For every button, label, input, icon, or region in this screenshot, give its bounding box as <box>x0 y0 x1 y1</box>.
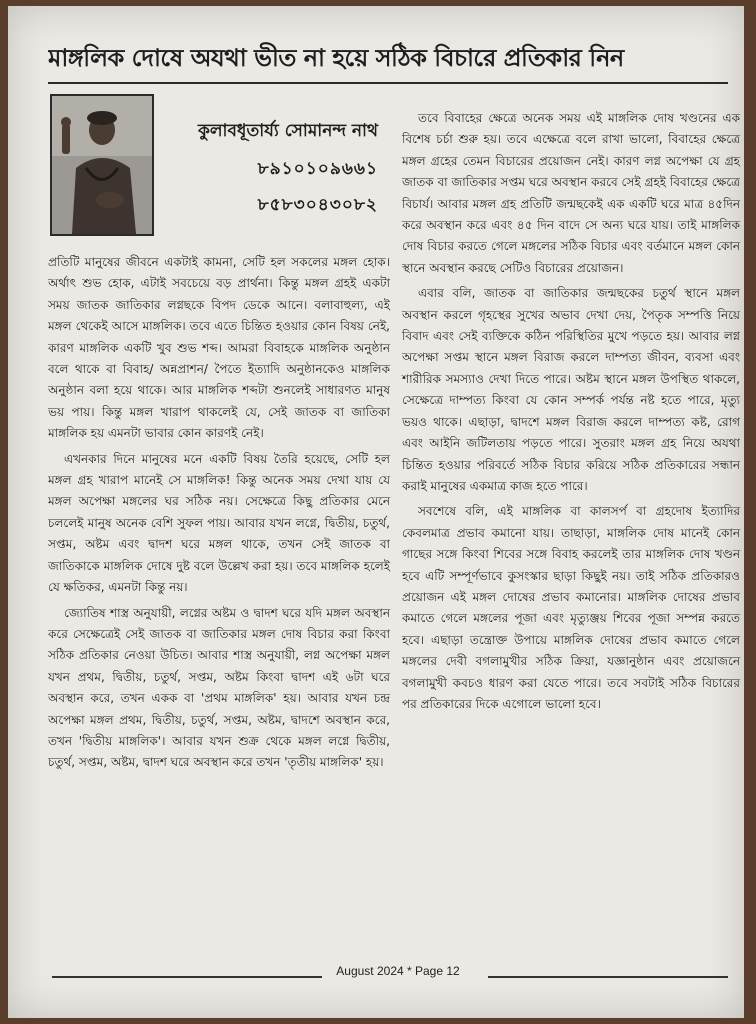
footer-rule-left <box>52 976 322 978</box>
paragraph: প্রতিটি মানুষের জীবনে একটাই কামনা, সেটি হল সকলের মঙ্গল হোক। অর্থাৎ শুভ হোক, এটাই সবচেয়ে বড় প্রার্থনা। কিন্তু মঙ্গল গ্রহই একটা সময় জাতক জাতিকার লগ্নছকে বিপদ ডেকে আনে। বলাবাহুল্য, এই মঙ্গল থেকেই আসে মাঙ্গলিক। তবে এতে চিন্তিত হওয়ার কোন বিষয় নেই, কারণ মাঙ্গলিক একটি খুব শুভ শব্দ। আমরা বিবাহকে মাঙ্গলিক অনুষ্ঠান বলে থাকে বা বিবাহ/ অন্নপ্রাশন/ পৈতে ইত্যাদি অনুষ্ঠানকেও মাঙ্গলিক অনুষ্ঠান বলা হয়ে থাকে। আর মাঙ্গলিক শব্দটা শুনলেই সাধারণত মানুষ ভয় পায়। কিন্তু মঙ্গল খারাপ থাকলেই যে, সেই জাতক বা জাতিকা মাঙ্গলিক হয় এমনটা ভাবার কোন কারণই নেই। <box>48 255 390 441</box>
author-phone-2: ৮৫৮৩০৪৩০৮২ <box>257 195 378 215</box>
footer-rule-right <box>488 976 728 978</box>
author-photo <box>50 94 154 236</box>
magazine-page <box>8 6 744 1018</box>
paragraph: জ্যোতিষ শাস্ত্র অনুযায়ী, লগ্নের অষ্টম ও দ্বাদশ ঘরে যদি মঙ্গল অবস্থান করে সেক্ষেত্রেই সেই জাতক বা জাতিকার মঙ্গল দোষ বিচার করা কিংবা সঠিক প্রতিকার নেওয়া উচিত। আবার শাস্ত্র অনুযায়ী, লগ্ন অপেক্ষা মঙ্গল যখন প্রথম, দ্বিতীয়, চতুর্থ, সপ্তম, অষ্টম কিংবা দ্বাদশ এই ৬টা ঘরে অবস্থান করে, তখন একক বা 'প্রথম মাঙ্গলিক' হয়। আবার যখন চন্দ্র অপেক্ষা মঙ্গল প্রথম, দ্বিতীয়, চতুর্থ, সপ্তম, অষ্টম, দ্বাদশে অবস্থান করে, তখন 'দ্বিতীয় মাঙ্গলিক'। আবার যখন শুক্র থেকে মঙ্গল লগ্নে দ্বিতীয়, চতুর্থ, সপ্তম, অষ্টম, দ্বাদশ ঘরে অবস্থান করে তখন 'তৃতীয় মাঙ্গলিক' হয়। <box>48 605 390 770</box>
page-footer: August 2024 * Page 12 <box>336 964 460 978</box>
author-block <box>168 118 378 228</box>
author-portrait-image <box>52 96 152 234</box>
paragraph: তবে বিবাহের ক্ষেত্রে অনেক সময় এই মাঙ্গলিক দোষ খণ্ডনের এক বিশেষ চর্চা শুরু হয়। তবে এক্ষেত্রে বলে রাখা ভালো, বিবাহের ক্ষেত্রে মঙ্গল গ্রহের তেমন বিচারের প্রয়োজন নেই। কারণ লগ্ন অপেক্ষা যে গ্রহ জাতক বা জাতিকার সপ্তম ঘরে অবস্থান করবে সেই গ্রহই বিবাহের ক্ষেত্রে বিচার্য। আবার মঙ্গল গ্রহ প্রতিটি জন্মছকেই এক একটি ঘরে মাত্র ৪৫দিন করে অবস্থান করে এবং ৪৫ দিন বাদে সে অন্য ঘরে যায়। তাই মাঙ্গলিক দোষ বিচার করতে গেলে মঙ্গলের সঠিক বিচার এবং বর্তমানে মঙ্গল কোন স্থানে অবস্থান করছে সেটিও বিচারের প্রয়োজন। <box>402 111 740 275</box>
author-name: কুলাবধূতার্য্য সোমানন্দ নাথ <box>197 121 378 141</box>
left-column <box>48 252 390 778</box>
article-headline: মাঙ্গলিক দোষে অযথা ভীত না হয়ে সঠিক বিচারে প্রতিকার নিন <box>48 40 728 84</box>
paragraph: এখনকার দিনে মানুষের মনে একটি বিষয় তৈরি হয়েছে, সেটি হল মঙ্গল গ্রহ খারাপ মানেই সে মাঙ্গলিক! কিন্তু অনেক সময় দেখা যায় যে মঙ্গল অপেক্ষা মঙ্গলের ঘর সঠিক নয়। সেক্ষেত্রে কিছু প্রতিকার মেনে চললেই মানুষ অনেক বেশি সুফল পায়। আবার যখন লগ্নে, দ্বিতীয়, চতুর্থ, সপ্তম, অষ্টম এবং দ্বাদশ ঘরে মঙ্গল থাকে, তখন সেই জাতক বা জাতিকাকে মাঙ্গলিক দোষে দুষ্ট বলে উল্লেখ করা হয়। তবে মাঙ্গলিক হলেই যে ক্ষতিকর, এমনটা কিন্তু নয়। <box>48 451 390 595</box>
author-phone-1: ৮৯১০১০৯৬৬১ <box>257 159 378 179</box>
paragraph: সবশেষে বলি, এই মাঙ্গলিক বা কালসর্প বা গ্রহদোষ ইত্যাদির কেবলমাত্র প্রভাব কমানো যায়। তাছাড়া, মাঙ্গলিক দোষ মানেই কোন গাছের সঙ্গে কিংবা শিবের সঙ্গে বিবাহ করলেই তার মাঙ্গলিক দোষ খণ্ডন হবে এটি সম্পূর্ণভাবে কুসংস্কার ছাড়া কিছুই নয়। তাই সঠিক প্রতিকারও প্রয়োজন এই মঙ্গল দোষের প্রভাব কমানোর। মাঙ্গলিক দোষের প্রভাব কমাতে গেলে মঙ্গলের পূজা এবং মৃত্যুঞ্জয় শিবের পূজা সম্পন্ন করতে হবে। এছাড়া তন্ত্রোক্ত উপায়ে মাঙ্গলিক দোষের প্রভাব কমাতে গেলে মঙ্গলের দেবী বগলামুখীর সঠিক ক্রিয়া, যজ্ঞানুষ্ঠান এবং প্রয়োজনে বগলামুখী কবচও ধারণ করা যেতে পারে। তবে সবটাই সঠিক বিচারের পর প্রতিকারের দিকে এগোলে ভালো হবে। <box>402 504 740 711</box>
paragraph: এবার বলি, জাতক বা জাতিকার জন্মছকের চতুর্থ স্থানে মঙ্গল অবস্থান করলে গৃহস্থের সুখের অভাব দেখা দেয়, পৈতৃক সম্পত্তি নিয়ে বিবাদ এবং সেই ব্যক্তিকে কঠিন পরিস্থিতির মুখে পড়তে হয়। আবার লগ্ন অপেক্ষা সপ্তম স্থানে মঙ্গল বিরাজ করলে দাম্পত্য জীবন, ব্যবসা এবং শারীরিক সমস্যাও দেখা দিতে পারে। অষ্টম স্থানে মঙ্গল উপস্থিত থাকলে, সেক্ষেত্রে দাম্পত্য কিংবা যে কোন সম্পর্ক পর্যন্ত নষ্ট হতে পারে, মৃত্যু ভয়ও থাকে। এছাড়া, দ্বাদশে মঙ্গল বিরাজ করলে দাম্পত্য কষ্ট, রোগ এবং আইনি জটিলতায় পড়তে পারে। সুতরাং মঙ্গল গ্রহ নিয়ে অযথা চিন্তিত হওয়ার পরিবর্তে সঠিক বিচার করিয়ে সঠিক প্রতিকারের সন্ধান করাই মানুষের একমাত্র কাজ হতে পারে। <box>402 286 740 493</box>
right-column <box>402 108 740 719</box>
